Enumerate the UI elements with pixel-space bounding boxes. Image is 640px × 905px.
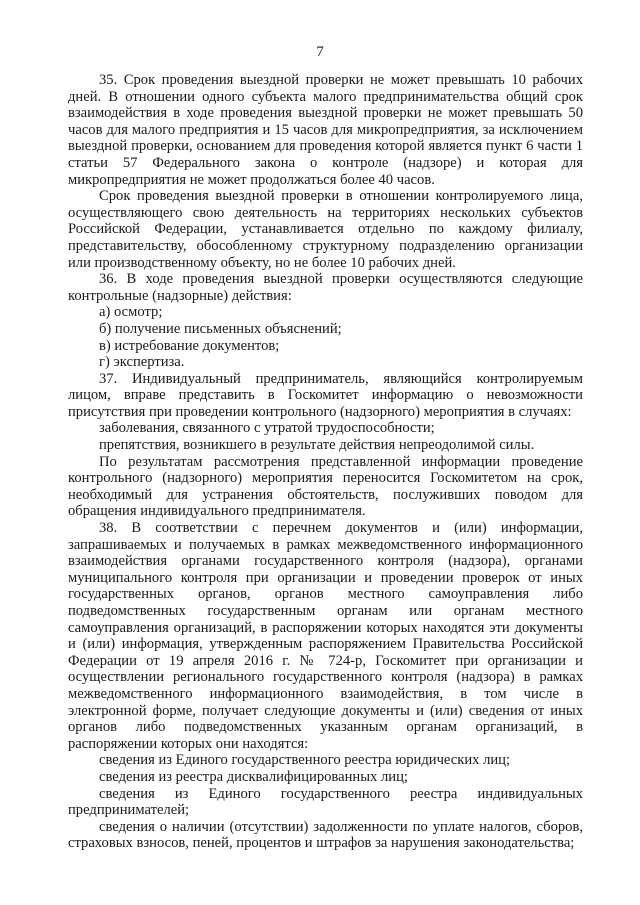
list-item-v: в) истребование документов; xyxy=(99,337,280,354)
list-item-b: б) получение письменных объяснений; xyxy=(99,320,342,337)
paragraph-36: 36. В ходе проведения выездной проверки осуществляются следующие контрольные (надзорные) действия: xyxy=(68,271,583,304)
info-item-tax-debt: сведения о наличии (отсутствии) задолженности по уплате налогов, сборов, страховых взносов, пеней, процентов и штрафов за нарушения законодательства; xyxy=(68,818,583,852)
info-item-egrul: сведения из Единого государственного реестра юридических лиц; xyxy=(99,752,511,769)
document-body xyxy=(68,72,583,852)
paragraph-38: 38. В соответствии с перечнем документов и (или) информации, запрашиваемых и получаемых в рамках межведомственного информационного взаимодействия органами государственного контроля (надзора), органами муниципального контроля при организации и проведении проверок от иных государственных органов, органов местного самоуправления либо подведомственных государственным органам или органам местного самоуправления организаций, в распоряжении которых находятся эти документы и (или) информация, утвержденным распоряжением Правительства Российской Федерации от 19 апреля 2016 г. № 724-р, Госкомитет при организации и осуществлении регионального государственного контроля (надзора) в рамках межведомственного информационного взаимодействия, в том числе в электронной форме, получает следующие документы и (или) сведения от иных органов либо подведомственных указанным органам организаций, в распоряжении которых они находятся: xyxy=(68,520,583,752)
info-item-egrip: сведения из Единого государственного реестра индивидуальных предпринимателей; xyxy=(68,785,583,819)
case-illness: заболевания, связанного с утратой трудоспособности; xyxy=(99,420,435,437)
paragraph-35-multiregion: Срок проведения выездной проверки в отношении контролируемого лица, осуществляющего свою деятельность на территориях нескольких субъектов Российской Федерации, устанавливается отдельно по каждому филиалу, представительству, обособленному структурному подразделению организации или производственному объекту, но не более 10 рабочих дней. xyxy=(68,188,583,271)
page-number: 7 xyxy=(316,44,324,60)
list-item-g: г) экспертиза. xyxy=(99,354,185,371)
paragraph-37: 37. Индивидуальный предприниматель, являющийся контролируемым лицом, вправе представить в Госкомитет информацию о невозможности присутствия при проведении контрольного (надзорного) мероприятия в случаях: xyxy=(68,370,583,420)
info-item-disqualified: сведения из реестра дисквалифицированных лиц; xyxy=(99,768,408,785)
paragraph-37-result: По результатам рассмотрения представленной информации проведение контрольного (надзорного) мероприятия переносится Госкомитетом на срок, необходимый для устранения обстоятельств, послуживших поводом для обращения индивидуального предпринимателя. xyxy=(68,453,583,520)
paragraph-35: 35. Срок проведения выездной проверки не может превышать 10 рабочих дней. В отношении одного субъекта малого предпринимательства общий срок взаимодействия в ходе проведения выездной проверки не может превышать 50 часов для малого предприятия и 15 часов для микропредприятия, за исключением выездной проверки, основанием для проведения которой является пункт 6 части 1 статьи 57 Федерального закона о контроле (надзоре) и которая для микропредприятия не может продолжаться более 40 часов. xyxy=(68,72,583,188)
list-item-a: а) осмотр; xyxy=(99,304,163,321)
case-force-majeure: препятствия, возникшего в результате действия непреодолимой силы. xyxy=(99,437,535,454)
